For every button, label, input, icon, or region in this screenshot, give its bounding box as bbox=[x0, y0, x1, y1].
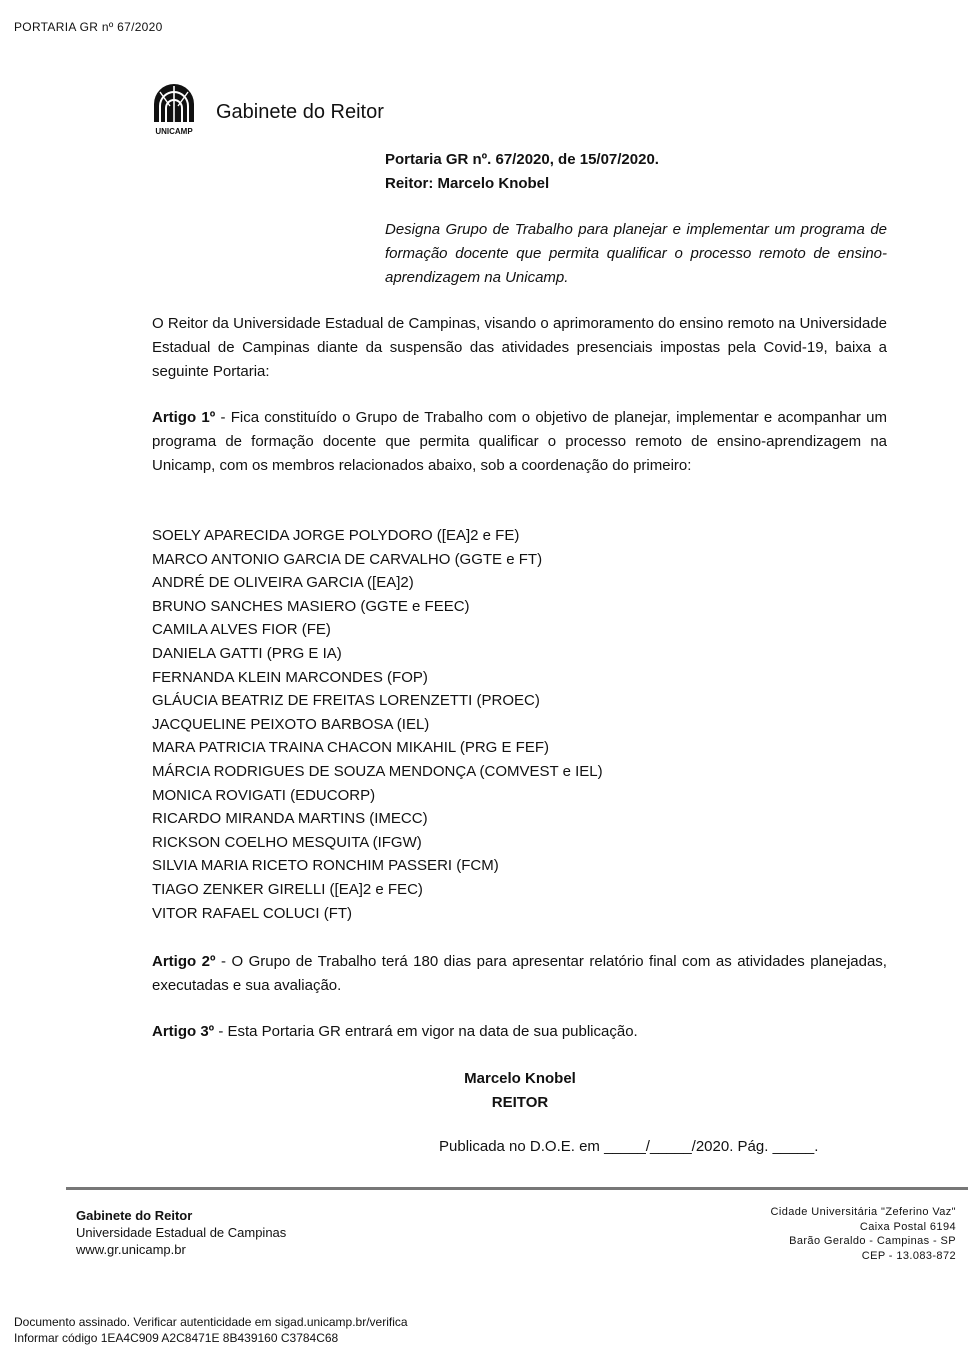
article-2-label: Artigo 2º bbox=[152, 953, 216, 970]
footer-address bbox=[771, 1205, 956, 1263]
letterhead bbox=[148, 82, 384, 136]
preamble: O Reitor da Universidade Estadual de Campinas, visando o aprimoramento do ensino remoto na Universidade Estadual de Campinas diante da suspensão das atividades presenciais impostas pela Covid-19, baixa a seguinte Portaria: bbox=[152, 315, 887, 380]
list-item: JACQUELINE PEIXOTO BARBOSA (IEL) bbox=[152, 715, 430, 733]
office-name: Gabinete do Reitor bbox=[216, 100, 384, 123]
article-1 bbox=[152, 406, 887, 478]
article-1-text: - Fica constituído o Grupo de Trabalho com o objetivo de planejar, implementar e acompanhar um programa de formação docente que permita qualificar o processo remoto de ensino-aprendizagem na Unicamp, com os membros relacionados abaixo, sob a coordenação do primeiro: bbox=[152, 409, 887, 474]
ordinance-title: Portaria GR nº. 67/2020, de 15/07/2020. bbox=[385, 151, 659, 168]
ementa: Designa Grupo de Trabalho para planejar e implementar um programa de formação docente que permita qualificar o processo remoto de ensino-aprendizagem na Unicamp. bbox=[385, 221, 887, 286]
verification-code: Informar código 1EA4C909 A2C8471E 8B439160 C3784C68 bbox=[14, 1331, 339, 1345]
address-line: Caixa Postal 6194 bbox=[859, 1220, 956, 1233]
list-item: GLÁUCIA BEATRIZ DE FREITAS LORENZETTI (PROEC) bbox=[152, 692, 540, 710]
document-reference: PORTARIA GR nº 67/2020 bbox=[14, 20, 163, 34]
list-item: DANIELA GATTI (PRG E IA) bbox=[152, 644, 342, 662]
address-line: CEP - 13.083-872 bbox=[861, 1249, 956, 1262]
article-1-label: Artigo 1º bbox=[152, 409, 216, 426]
list-item: MONICA ROVIGATI (EDUCORP) bbox=[152, 786, 376, 804]
list-item: RICARDO MIRANDA MARTINS (IMECC) bbox=[152, 810, 428, 828]
logo-text: UNICAMP bbox=[155, 127, 193, 136]
footer-left bbox=[76, 1207, 286, 1258]
list-item: BRUNO SANCHES MASIERO (GGTE e FEEC) bbox=[152, 597, 470, 615]
list-item: SOELY APARECIDA JORGE POLYDORO ([EA]2 e FE) bbox=[152, 527, 520, 544]
list-item: MÁRCIA RODRIGUES DE SOUZA MENDONÇA (COMVEST e IEL) bbox=[152, 762, 603, 780]
list-item: CAMILA ALVES FIOR (FE) bbox=[152, 621, 331, 639]
list-item: MARA PATRICIA TRAINA CHACON MIKAHIL (PRG E FEF) bbox=[152, 739, 550, 757]
list-item: ANDRÉ DE OLIVEIRA GARCIA ([EA]2) bbox=[152, 574, 414, 592]
footer-office: Gabinete do Reitor bbox=[76, 1208, 193, 1223]
article-2 bbox=[152, 950, 887, 998]
article-2-text: - O Grupo de Trabalho terá 180 dias para apresentar relatório final com as atividades planejadas, executadas e sua avaliação. bbox=[152, 953, 887, 994]
verification-line: Documento assinado. Verificar autenticidade em sigad.unicamp.br/verifica bbox=[14, 1315, 408, 1329]
list-item: RICKSON COELHO MESQUITA (IFGW) bbox=[152, 833, 422, 851]
unicamp-logo-icon bbox=[148, 82, 200, 136]
publication-note: Publicada no D.O.E. em _____/_____/2020. Pág. _____. bbox=[439, 1138, 819, 1155]
address-line: Barão Geraldo - Campinas - SP bbox=[789, 1235, 956, 1247]
signature-block bbox=[400, 1067, 640, 1115]
member-list bbox=[152, 524, 603, 925]
address-line: Cidade Universitária "Zeferino Vaz" bbox=[770, 1206, 956, 1218]
footer-university: Universidade Estadual de Campinas bbox=[76, 1225, 287, 1240]
list-item: TIAGO ZENKER GIRELLI ([EA]2 e FEC) bbox=[152, 880, 423, 898]
article-3-text: - Esta Portaria GR entrará em vigor na data de sua publicação. bbox=[214, 1023, 638, 1040]
list-item: FERNANDA KLEIN MARCONDES (FOP) bbox=[152, 668, 428, 686]
rector-line: Reitor: Marcelo Knobel bbox=[385, 175, 550, 192]
footer-website: www.gr.unicamp.br bbox=[76, 1242, 186, 1257]
footer-divider bbox=[66, 1187, 968, 1190]
list-item: SILVIA MARIA RICETO RONCHIM PASSERI (FCM) bbox=[152, 857, 499, 875]
ordinance-header bbox=[385, 148, 659, 196]
list-item: MARCO ANTONIO GARCIA DE CARVALHO (GGTE e FT) bbox=[152, 550, 543, 568]
signatory-name: Marcelo Knobel bbox=[464, 1070, 576, 1087]
list-item: VITOR RAFAEL COLUCI (FT) bbox=[152, 904, 353, 922]
signatory-role: REITOR bbox=[491, 1094, 549, 1111]
article-3 bbox=[152, 1020, 887, 1044]
article-3-label: Artigo 3º bbox=[152, 1023, 215, 1040]
verification-note bbox=[14, 1314, 408, 1346]
